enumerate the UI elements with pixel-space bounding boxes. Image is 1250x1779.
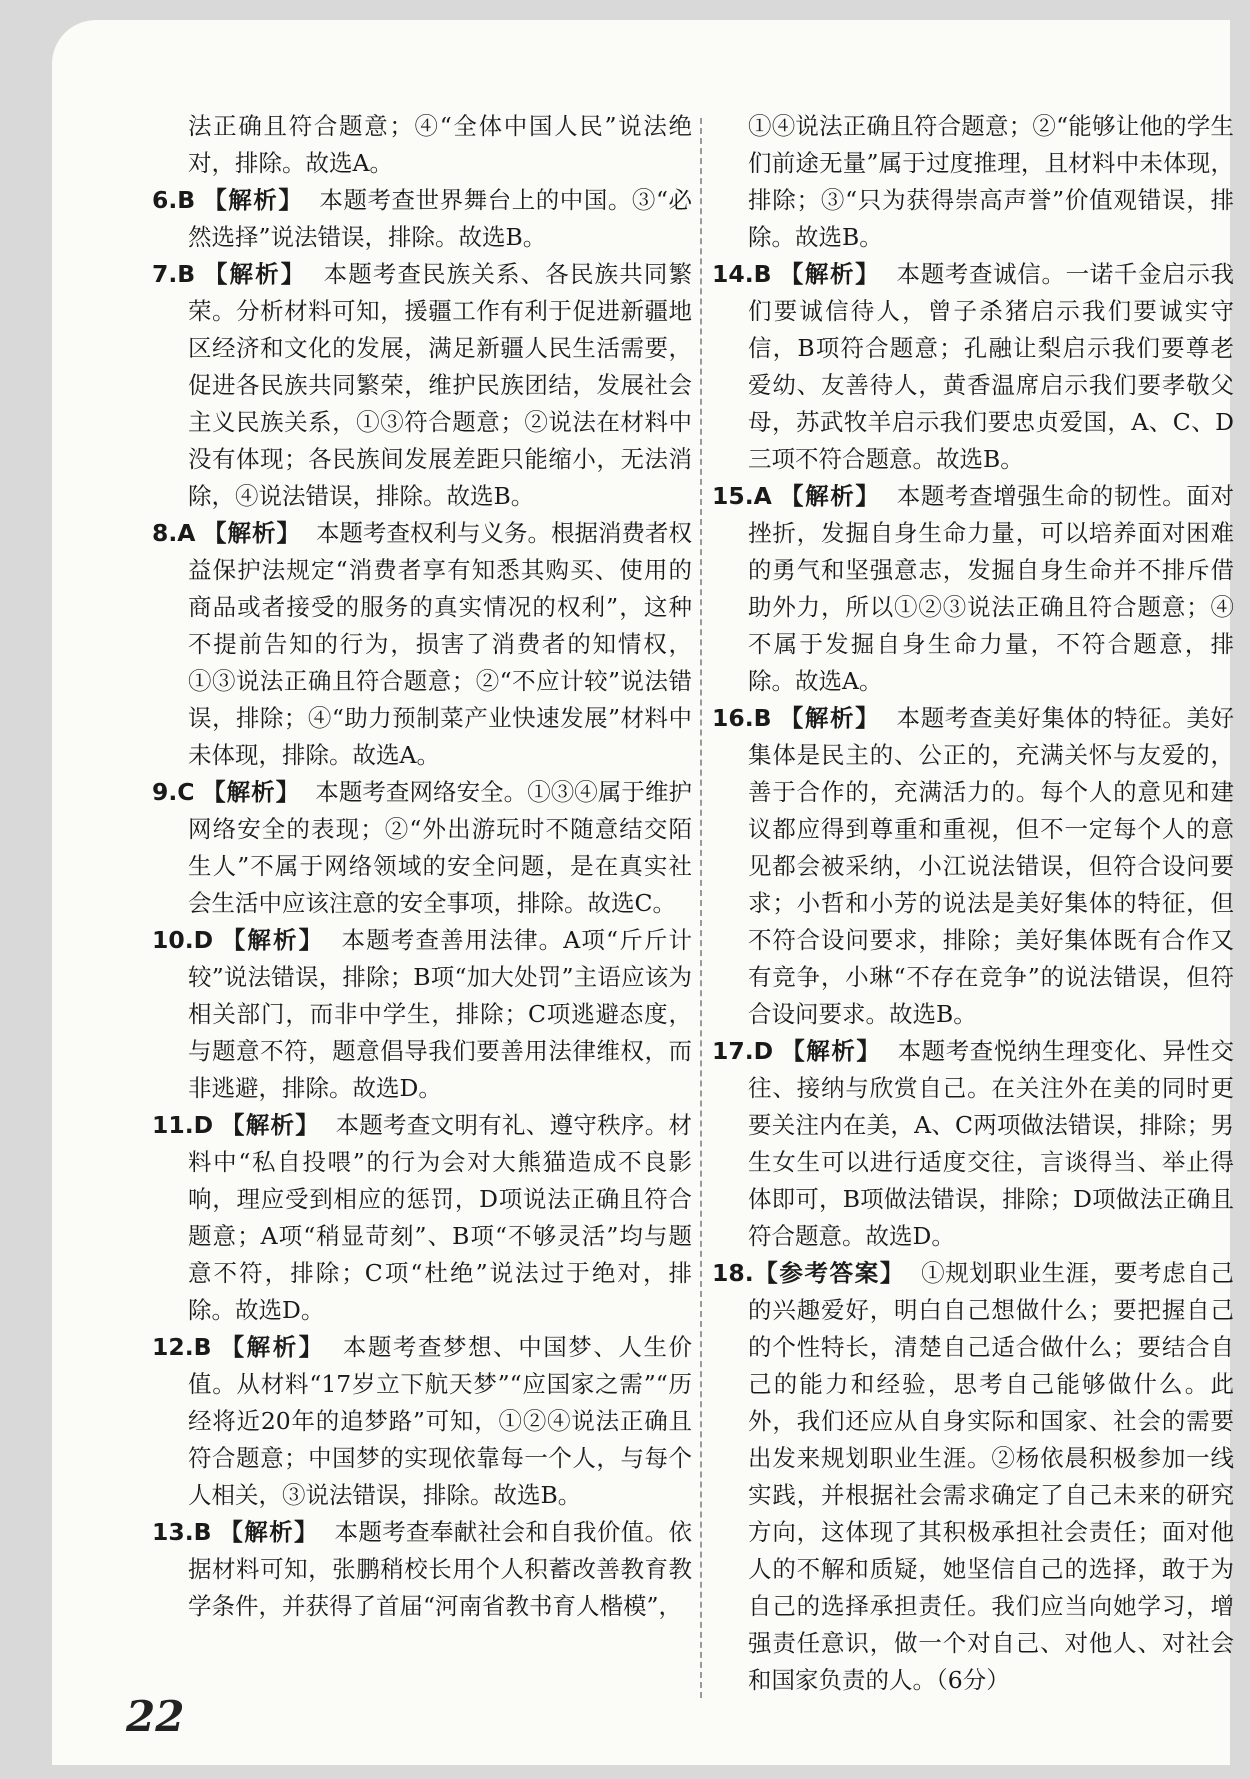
item-number: 8. <box>152 519 178 547</box>
item-number: 10. <box>152 926 194 954</box>
continued-paragraph: 法正确且符合题意；④“全体中国人民”说法绝对，排除。故选A。 <box>188 112 692 177</box>
answer-letter: A <box>753 482 772 510</box>
answer-letter: C <box>177 778 195 806</box>
analysis-tag: 【解析】 <box>202 519 301 547</box>
answer-item-7 <box>152 256 692 515</box>
answer-item-6 <box>152 182 692 256</box>
left-column <box>152 108 692 1625</box>
analysis-text: 本题考查权利与义务。根据消费者权益保护法规定“消费者享有知悉其购买、使用的商品或者接受的服务的真实情况的权利”，这种不提前告知的行为，损害了消费者的知情权，①③说法正确且符合题意；②“不应计较”说法错误，排除；④“助力预制菜产业快速发展”材料中未体现，排除。故选A。 <box>188 519 693 769</box>
answer-letter: B <box>177 186 196 214</box>
item-number: 16. <box>712 704 754 732</box>
analysis-tag: 【解析】 <box>219 1518 319 1546</box>
item-number: 18. <box>712 1259 754 1287</box>
analysis-tag: 【解析】 <box>781 1037 882 1065</box>
continued-paragraph: ①④说法正确且符合题意；②“能够让他的学生们前途无量”属于过度推理，且材料中未体现，排除；③“只为获得崇高声誉”价值观错误，排除。故选B。 <box>748 112 1234 251</box>
item-number: 11. <box>152 1111 194 1139</box>
analysis-text: 本题考查奉献社会和自我价值。依据材料可知，张鹏稍校长用个人积蓄改善教育教学条件，并获得了首届“河南省教书育人楷模”， <box>188 1518 692 1620</box>
answer-item-11 <box>152 1107 692 1329</box>
answer-item-15 <box>712 478 1234 700</box>
answer-letter: B <box>177 260 196 288</box>
answer-item-18 <box>712 1255 1234 1699</box>
analysis-tag: 【解析】 <box>220 1333 325 1361</box>
answer-item-10 <box>152 922 692 1107</box>
answer-item-16 <box>712 700 1234 1033</box>
item-number: 6. <box>152 186 178 214</box>
answer-item-9 <box>152 774 692 922</box>
answer-letter: B <box>193 1333 212 1361</box>
analysis-text: 本题考查善用法律。A项“斤斤计较”说法错误，排除；B项“加大处罚”主语应该为相关部门，而非中学生，排除；C项逃避态度，与题意不符，题意倡导我们要善用法律维权，而非逃避，排除。故选D。 <box>188 926 692 1102</box>
analysis-text: 本题考查文明有礼、遵守秩序。材料中“私自投喂”的行为会对大熊猫造成不良影响，理应受到相应的惩罚，D项说法正确且符合题意；A项“稍显苛刻”、B项“不够灵活”均与题意不符，排除；C项“杜绝”说法过于绝对，排除。故选D。 <box>188 1111 692 1324</box>
right-column <box>712 108 1234 1699</box>
answer-page <box>52 20 1234 1765</box>
answer-letter: B <box>753 704 772 732</box>
answer-letter: A <box>177 519 196 547</box>
analysis-text: 本题考查美好集体的特征。美好集体是民主的、公正的，充满关怀与友爱的，善于合作的，充满活力的。每个人的意见和建议都应得到尊重和重视，但不一定每个人的意见都会被采纳，小江说法错误，但符合设问要求；小哲和小芳的说法是美好集体的特征，但不符合设问要求，排除；美好集体既有合作又有竞争，小琳“不存在竞争”的说法错误，但符合设问要求。故选B。 <box>748 704 1234 1028</box>
analysis-tag: 【解析】 <box>220 1111 321 1139</box>
answer-letter: D <box>193 926 214 954</box>
column-divider <box>700 118 702 1698</box>
analysis-text: 本题考查世界舞台上的中国。③“必然选择”说法错误，排除。故选B。 <box>188 186 692 251</box>
analysis-tag: 【解析】 <box>779 704 881 732</box>
answer-letter: D <box>753 1037 774 1065</box>
analysis-text: 本题考查网络安全。①③④属于维护网络安全的表现；②“外出游玩时不随意结交陌生人”不属于网络领域的安全问题，是在真实社会生活中应该注意的安全事项，排除。故选C。 <box>188 778 692 917</box>
page-number: 22 <box>126 1692 185 1741</box>
analysis-tag: 【解析】 <box>221 926 325 954</box>
answer-item-14 <box>712 256 1234 478</box>
analysis-tag: 【解析】 <box>203 260 307 288</box>
reference-answer-tag: 【参考答案】 <box>753 1259 905 1287</box>
item-number: 7. <box>152 260 178 288</box>
analysis-text: 本题考查悦纳生理变化、异性交往、接纳与欣赏自己。在关注外在美的同时更要关注内在美，A、C两项做法错误，排除；男生女生可以进行适度交往，言谈得当、举止得体即可，B项做法错误，排除；D项做法正确且符合题意。故选D。 <box>748 1037 1234 1250</box>
analysis-tag: 【解析】 <box>779 260 881 288</box>
answer-letter: B <box>753 260 772 288</box>
reference-answer-text: ①规划职业生涯，要考虑自己的兴趣爱好，明白自己想做什么；要把握自己的个性特长，清楚自己适合做什么；要结合自己的能力和经验，思考自己能够做什么。此外，我们还应从自身实际和国家、社会的需要出发来规划职业生涯。②杨依晨积极参加一线实践，并根据社会需求确定了自己未来的研究方向，这体现了其积极承担社会责任；面对他人的不解和质疑，她坚信自己的选择，敢于为自己的选择承担责任。我们应当向她学习，增强责任意识，做一个对自己、对他人、对社会和国家负责的人。（6分） <box>748 1259 1234 1694</box>
item-number: 9. <box>152 778 178 806</box>
analysis-tag: 【解析】 <box>779 482 881 510</box>
analysis-text: 本题考查增强生命的韧性。面对挫折，发掘自身生命力量，可以培养面对困难的勇气和坚强意志，发掘自身生命并不排斥借助外力，所以①②③说法正确且符合题意；④不属于发掘自身生命力量，不符合题意，排除。故选A。 <box>748 482 1234 695</box>
answer-letter: B <box>193 1518 212 1546</box>
answer-item-8 <box>152 515 692 774</box>
analysis-tag: 【解析】 <box>202 778 301 806</box>
answer-item-17 <box>712 1033 1234 1255</box>
item-number: 13. <box>152 1518 194 1546</box>
analysis-text: 本题考查民族关系、各民族共同繁荣。分析材料可知，援疆工作有利于促进新疆地区经济和文化的发展，满足新疆人民生活需要，促进各民族共同繁荣，维护民族团结，发展社会主义民族关系，①③符合题意；②说法在材料中没有体现；各民族间发展差距只能缩小，无法消除，④说法错误，排除。故选B。 <box>188 260 692 510</box>
analysis-text: 本题考查诚信。一诺千金启示我们要诚信待人，曾子杀猪启示我们要诚实守信，B项符合题意；孔融让梨启示我们要尊老爱幼、友善待人，黄香温席启示我们要孝敬父母，苏武牧羊启示我们要忠贞爱国，A、C、D三项不符合题意。故选B。 <box>748 260 1234 473</box>
analysis-tag: 【解析】 <box>203 186 304 214</box>
answer-letter: D <box>193 1111 214 1139</box>
item-number: 17. <box>712 1037 754 1065</box>
answer-item-12 <box>152 1329 692 1514</box>
analysis-text: 本题考查梦想、中国梦、人生价值。从材料“17岁立下航天梦”“应国家之需”“历经将近20年的追梦路”可知，①②④说法正确且符合题意；中国梦的实现依靠每一个人，与每个人相关，③说法错误，排除。故选B。 <box>188 1333 692 1509</box>
answer-item-13 <box>152 1514 692 1625</box>
item-number: 14. <box>712 260 754 288</box>
item-number: 15. <box>712 482 754 510</box>
item-number: 12. <box>152 1333 194 1361</box>
